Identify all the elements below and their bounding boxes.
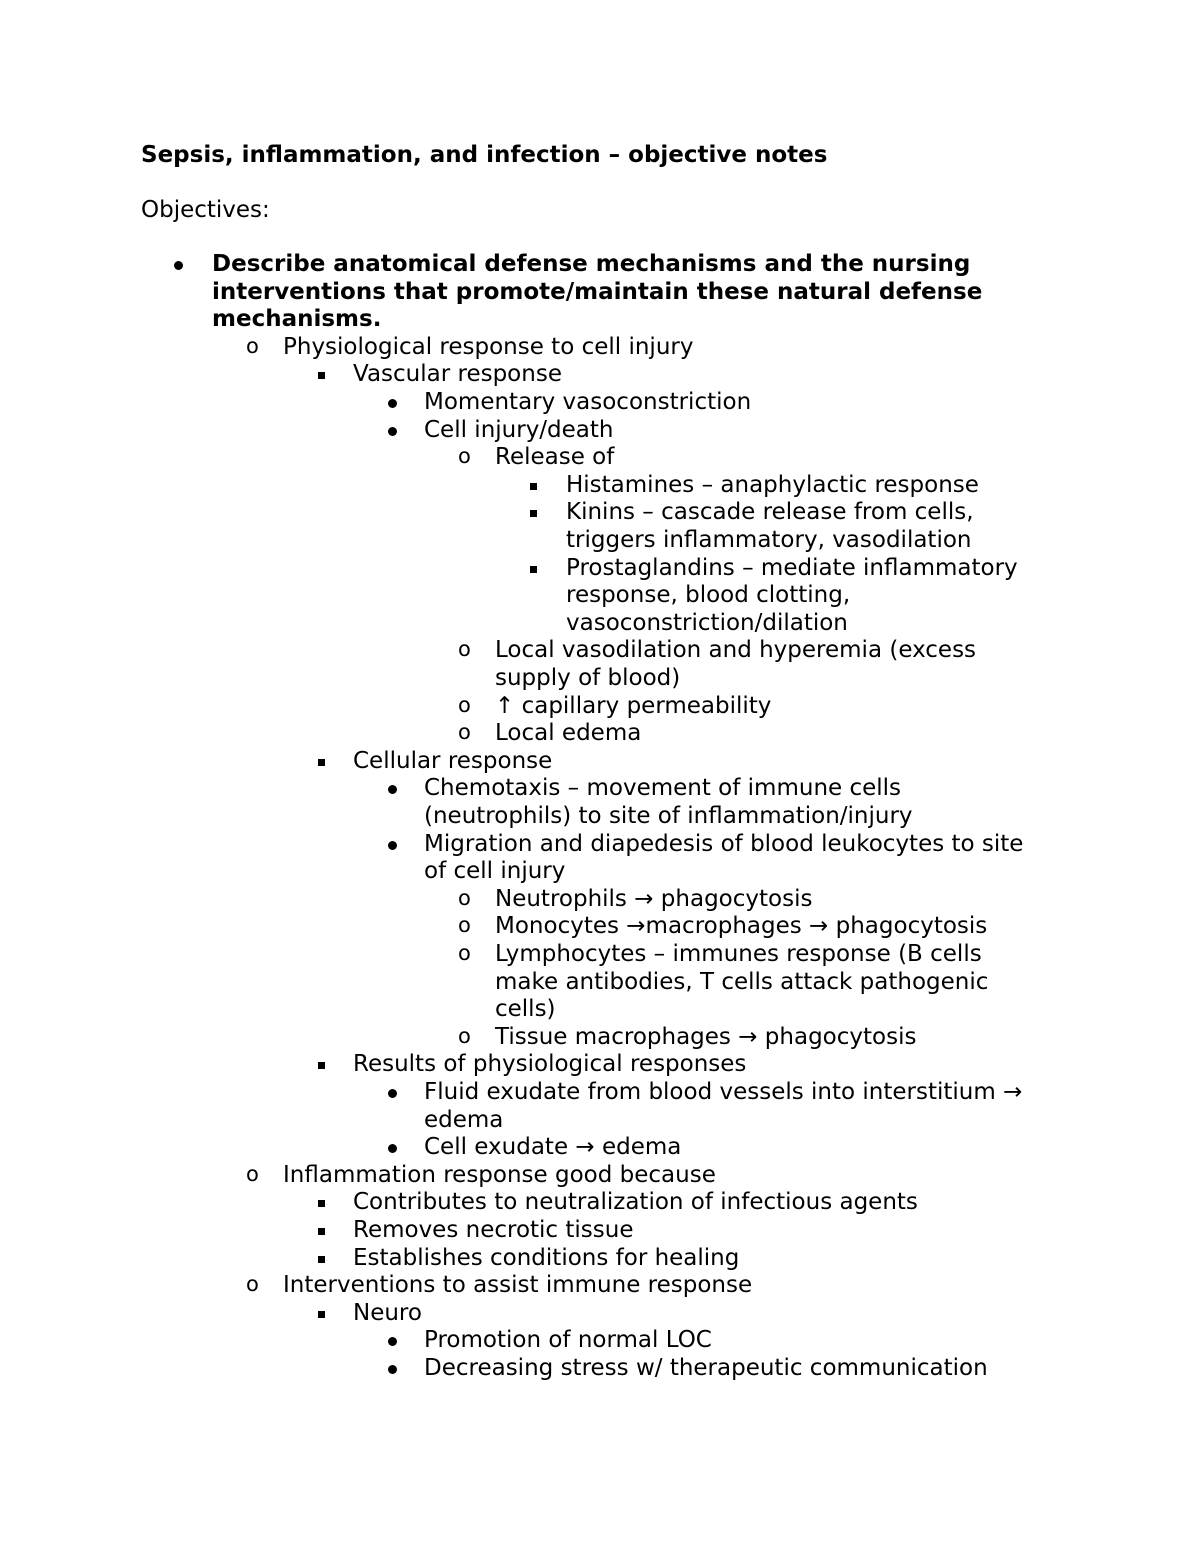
outline-line-text: of cell injury xyxy=(424,858,566,885)
bullet-square-icon xyxy=(318,1228,325,1235)
outline-line-text: Release of xyxy=(495,444,615,471)
bullet-square-icon xyxy=(318,1062,325,1069)
outline-line-text: Removes necrotic tissue xyxy=(353,1217,634,1243)
bullet-dot-icon xyxy=(388,785,397,794)
bullet-square-icon xyxy=(530,483,537,490)
bullet-square-icon xyxy=(318,759,325,766)
outline-line-text: Neuro xyxy=(353,1299,422,1326)
outline-line-text: Describe anatomical defense mechanisms and the nursing xyxy=(212,251,971,277)
outline-line-text: Local edema xyxy=(495,720,642,747)
outline-line-text: Prostaglandins – mediate inflammatory xyxy=(566,554,1018,581)
outline-line-text: Kinins – cascade release from cells, xyxy=(566,499,974,526)
bullet-dot-icon xyxy=(388,1089,397,1098)
outline-line-text: Vascular response xyxy=(353,361,562,388)
outline-line-text: response, blood clotting, xyxy=(566,582,851,609)
outline-line-text: vasoconstriction/dilation xyxy=(566,609,848,636)
bullet-circle-icon: o xyxy=(458,1023,471,1048)
outline-line-text: interventions that promote/maintain these natural defense xyxy=(212,278,983,305)
outline-line-text: Histamines – anaphylactic response xyxy=(566,471,979,498)
outline-line-text: Cell exudate → edema xyxy=(424,1134,682,1161)
bullet-square-icon xyxy=(530,510,537,517)
outline-line-text: Inflammation response good because xyxy=(283,1161,716,1188)
outline-line-text: cells) xyxy=(495,996,556,1023)
outline-line-text: Cell injury/death xyxy=(424,416,614,443)
outline-line-text: Fluid exudate from blood vessels into interstitium → xyxy=(424,1079,1023,1105)
bullet-dot-icon xyxy=(388,1337,397,1346)
outline-line-text: ↑ capillary permeability xyxy=(495,692,772,719)
bullet-square-icon xyxy=(318,372,325,379)
bullet-square-icon xyxy=(318,1311,325,1318)
bullet-dot-icon xyxy=(388,1365,397,1374)
bullet-dot-icon xyxy=(388,399,397,408)
outline-line-text: Migration and diapedesis of blood leukocytes to site xyxy=(424,830,1024,857)
bullet-circle-icon: o xyxy=(458,692,471,717)
outline-line-text: (neutrophils) to site of inflammation/injury xyxy=(424,803,913,829)
bullet-dot-icon xyxy=(388,427,397,436)
outline-line-text: mechanisms. xyxy=(212,306,382,333)
bullet-dot-icon xyxy=(174,261,183,270)
outline-line-text: Chemotaxis – movement of immune cells xyxy=(424,775,902,802)
outline-line-text: Decreasing stress w/ therapeutic communication xyxy=(424,1355,988,1381)
bullet-circle-icon: o xyxy=(458,444,471,469)
outline-line-text: Results of physiological responses xyxy=(353,1051,747,1078)
bullet-circle-icon: o xyxy=(246,1272,259,1297)
bullet-circle-icon: o xyxy=(458,885,471,910)
outline-line-text: Momentary vasoconstriction xyxy=(424,389,752,415)
outline-line-text: Interventions to assist immune response xyxy=(283,1272,753,1299)
bullet-circle-icon: o xyxy=(458,720,471,745)
outline-line-text: Cellular response xyxy=(353,747,553,774)
outline-line-text: supply of blood) xyxy=(495,665,681,691)
outline-line-text: Promotion of normal LOC xyxy=(424,1327,712,1354)
outline-line-text: Neutrophils → phagocytosis xyxy=(495,885,813,912)
bullet-square-icon xyxy=(318,1256,325,1263)
bullet-circle-icon: o xyxy=(458,941,471,965)
outline-line-text: edema xyxy=(424,1106,504,1133)
objectives-heading: Objectives: xyxy=(141,197,270,223)
outline-line-text: Establishes conditions for healing xyxy=(353,1244,740,1271)
outline-line-text: Monocytes →macrophages → phagocytosis xyxy=(495,913,988,940)
outline-line-text: triggers inflammatory, vasodilation xyxy=(566,527,972,553)
outline-line-text: make antibodies, T cells attack pathogenic xyxy=(495,968,989,995)
bullet-square-icon xyxy=(530,566,537,573)
bullet-square-icon xyxy=(318,1200,325,1207)
bullet-circle-icon: o xyxy=(458,637,471,662)
bullet-dot-icon xyxy=(388,1144,397,1153)
bullet-circle-icon: o xyxy=(246,1161,259,1186)
bullet-circle-icon: o xyxy=(246,333,259,358)
bullet-circle-icon: o xyxy=(458,913,471,938)
outline-line-text: Lymphocytes – immunes response (B cells xyxy=(495,941,982,967)
outline-line-text: Contributes to neutralization of infectious agents xyxy=(353,1189,918,1216)
outline-line-text: Tissue macrophages → phagocytosis xyxy=(495,1023,917,1050)
bullet-dot-icon xyxy=(388,841,397,850)
outline-line-text: Local vasodilation and hyperemia (excess xyxy=(495,637,977,664)
outline-line-text: Physiological response to cell injury xyxy=(283,333,694,360)
document-title: Sepsis, inflammation, and infection – objective notes xyxy=(141,142,828,168)
